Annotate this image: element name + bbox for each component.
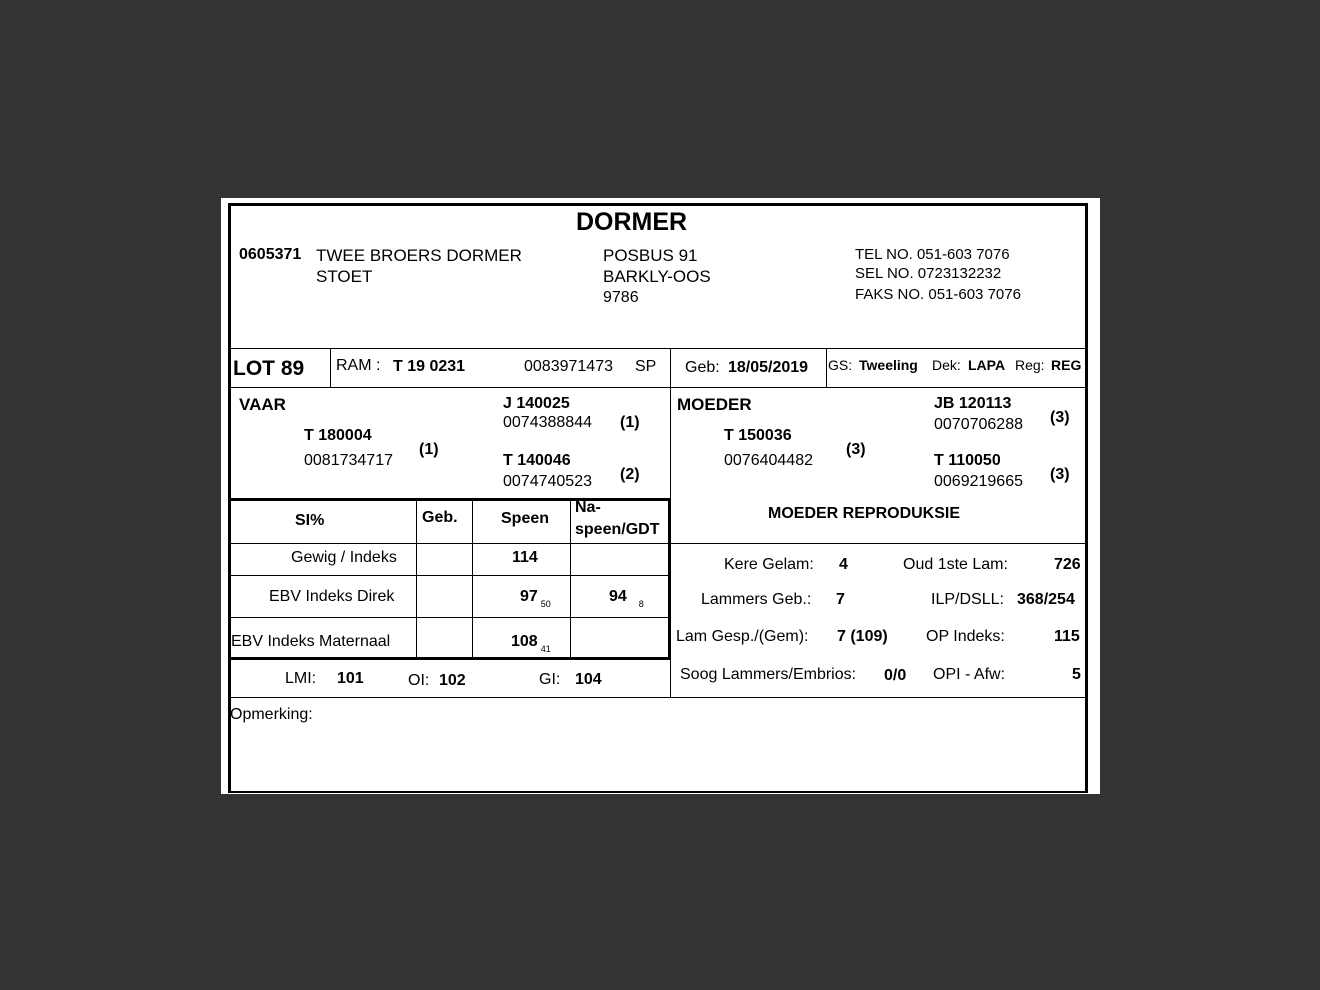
gewig-speen: 114 <box>512 549 538 566</box>
dam-grade: (3) <box>846 441 866 458</box>
row-label-ebv-direk: EBV Indeks Direk <box>269 588 395 605</box>
row-label-gewig: Gewig / Indeks <box>291 549 397 566</box>
address-line2: BARKLY-OOS <box>603 267 711 286</box>
dam-sire-id: JB 120113 <box>934 395 1012 412</box>
gs-value: Tweeling <box>859 357 918 373</box>
repro-title-line <box>671 543 1088 544</box>
dam-id: T 150036 <box>724 427 792 444</box>
ram-label: RAM : <box>336 357 381 374</box>
lammers-label: Lammers Geb.: <box>701 591 812 608</box>
oud-value: 726 <box>1054 556 1081 573</box>
lot-number: LOT 89 <box>233 357 305 380</box>
lmi-label: LMI: <box>285 670 317 687</box>
remark-label: Opmerking: <box>230 706 313 723</box>
breed-title: DORMER <box>576 208 688 236</box>
birth-date-label: Geb: <box>685 359 720 376</box>
lot-row-top-line <box>228 348 1088 349</box>
ilp-label: ILP/DSLL: <box>931 591 1004 608</box>
dam-dam-grade: (3) <box>1050 466 1070 483</box>
kere-label: Kere Gelam: <box>724 556 814 573</box>
oi-value: 102 <box>439 672 466 689</box>
ebv-direk-naspeen: 94 $_8$ <box>609 588 644 609</box>
pedigree-divider <box>670 387 671 499</box>
gs-label: GS: <box>828 357 853 373</box>
repro-title: MOEDER REPRODUKSIE <box>768 505 961 522</box>
moeder-label: MOEDER <box>677 395 752 414</box>
sire-id: T 180004 <box>304 427 372 444</box>
si-header: SI% <box>295 512 325 529</box>
geb-divider <box>826 348 827 387</box>
tel-number: TEL NO. 051-603 7076 <box>855 246 1010 263</box>
si-col-divider-1 <box>416 500 417 658</box>
breeder-name-line2: STOET <box>316 267 373 286</box>
op-value: 115 <box>1054 628 1080 645</box>
sire-sire-id: J 140025 <box>503 395 570 412</box>
dam-number: 0076404482 <box>724 452 813 469</box>
lot-divider <box>330 348 331 387</box>
reg-label: Reg: <box>1015 357 1045 373</box>
kere-value: 4 <box>839 556 848 573</box>
speen-header: Speen <box>501 510 550 527</box>
address-line1: POSBUS 91 <box>603 246 698 265</box>
opi-value: 5 <box>1072 666 1081 683</box>
ram-registration-number: 0083971473 <box>524 358 613 375</box>
si-row-line-1 <box>230 543 669 544</box>
ebv-maternaal-speen-accuracy: 41 <box>540 644 551 654</box>
oi-label: OI: <box>408 672 430 689</box>
gi-value: 104 <box>575 671 602 688</box>
dam-sire-number: 0070706288 <box>934 416 1023 433</box>
reg-value: REG <box>1051 357 1082 373</box>
naspeen-header-line2: speen/GDT <box>575 521 660 538</box>
ram-id: T 19 0231 <box>393 358 466 375</box>
ebv-direk-naspeen-accuracy: 8 <box>638 599 644 609</box>
ebv-direk-speen: 97 $_{50}$ <box>520 588 551 609</box>
ram-sp: SP <box>635 358 657 375</box>
sire-number: 0081734717 <box>304 452 393 469</box>
ilp-value: 368/254 <box>1017 591 1075 608</box>
address-line3: 9786 <box>603 289 639 306</box>
si-col-divider-3 <box>570 500 571 658</box>
dek-label: Dek: <box>932 357 961 373</box>
lammers-value: 7 <box>836 591 845 608</box>
gesp-label: Lam Gesp./(Gem): <box>676 628 809 645</box>
ram-divider <box>670 348 671 387</box>
dam-dam-id: T 110050 <box>934 452 1001 469</box>
gi-label: GI: <box>539 671 561 688</box>
breeder-number: 0605371 <box>239 246 302 263</box>
lot-row-bottom-line <box>228 387 1088 388</box>
lmi-value: 101 <box>337 670 364 687</box>
si-col-divider-2 <box>472 500 473 658</box>
faks-number: FAKS NO. 051-603 7076 <box>855 286 1021 303</box>
sire-sire-grade: (1) <box>620 414 640 431</box>
soog-value: 0/0 <box>884 667 907 684</box>
sire-sire-number: 0074388844 <box>503 414 592 431</box>
dam-dam-number: 0069219665 <box>934 473 1023 490</box>
birth-date: 18/05/2019 <box>728 359 809 376</box>
soog-label: Soog Lammers/Embrios: <box>680 666 857 683</box>
sel-number: SEL NO. 0723132232 <box>855 265 1002 282</box>
gesp-value: 7 (109) <box>837 628 888 645</box>
vaar-label: VAAR <box>239 395 286 414</box>
catalog-card <box>221 198 1100 794</box>
oud-label: Oud 1ste Lam: <box>903 556 1008 573</box>
naspeen-header-line1: Na- <box>575 499 601 516</box>
dek-value: LAPA <box>968 357 1006 373</box>
op-label: OP Indeks: <box>926 628 1005 645</box>
geb-header: Geb. <box>422 509 458 526</box>
ebv-maternaal-speen: 108 $_{41}$ <box>511 633 551 654</box>
dam-sire-grade: (3) <box>1050 409 1070 426</box>
opi-label: OPI - Afw: <box>933 666 1006 683</box>
sire-dam-id: T 140046 <box>503 452 571 469</box>
breeder-name-line1: TWEE BROERS DORMER <box>316 246 522 265</box>
si-row-line-2 <box>230 575 669 576</box>
si-row-line-3 <box>230 617 669 618</box>
cut-off-red-text-line <box>261 790 1061 794</box>
sire-grade: (1) <box>419 441 439 458</box>
row-label-ebv-maternaal: EBV Indeks Maternaal <box>231 633 391 650</box>
ebv-direk-speen-accuracy: 50 <box>540 599 551 609</box>
sire-dam-grade: (2) <box>620 466 640 483</box>
sire-dam-number: 0074740523 <box>503 473 592 490</box>
indices-divider <box>670 660 671 697</box>
indices-bottom-line <box>228 697 1088 698</box>
